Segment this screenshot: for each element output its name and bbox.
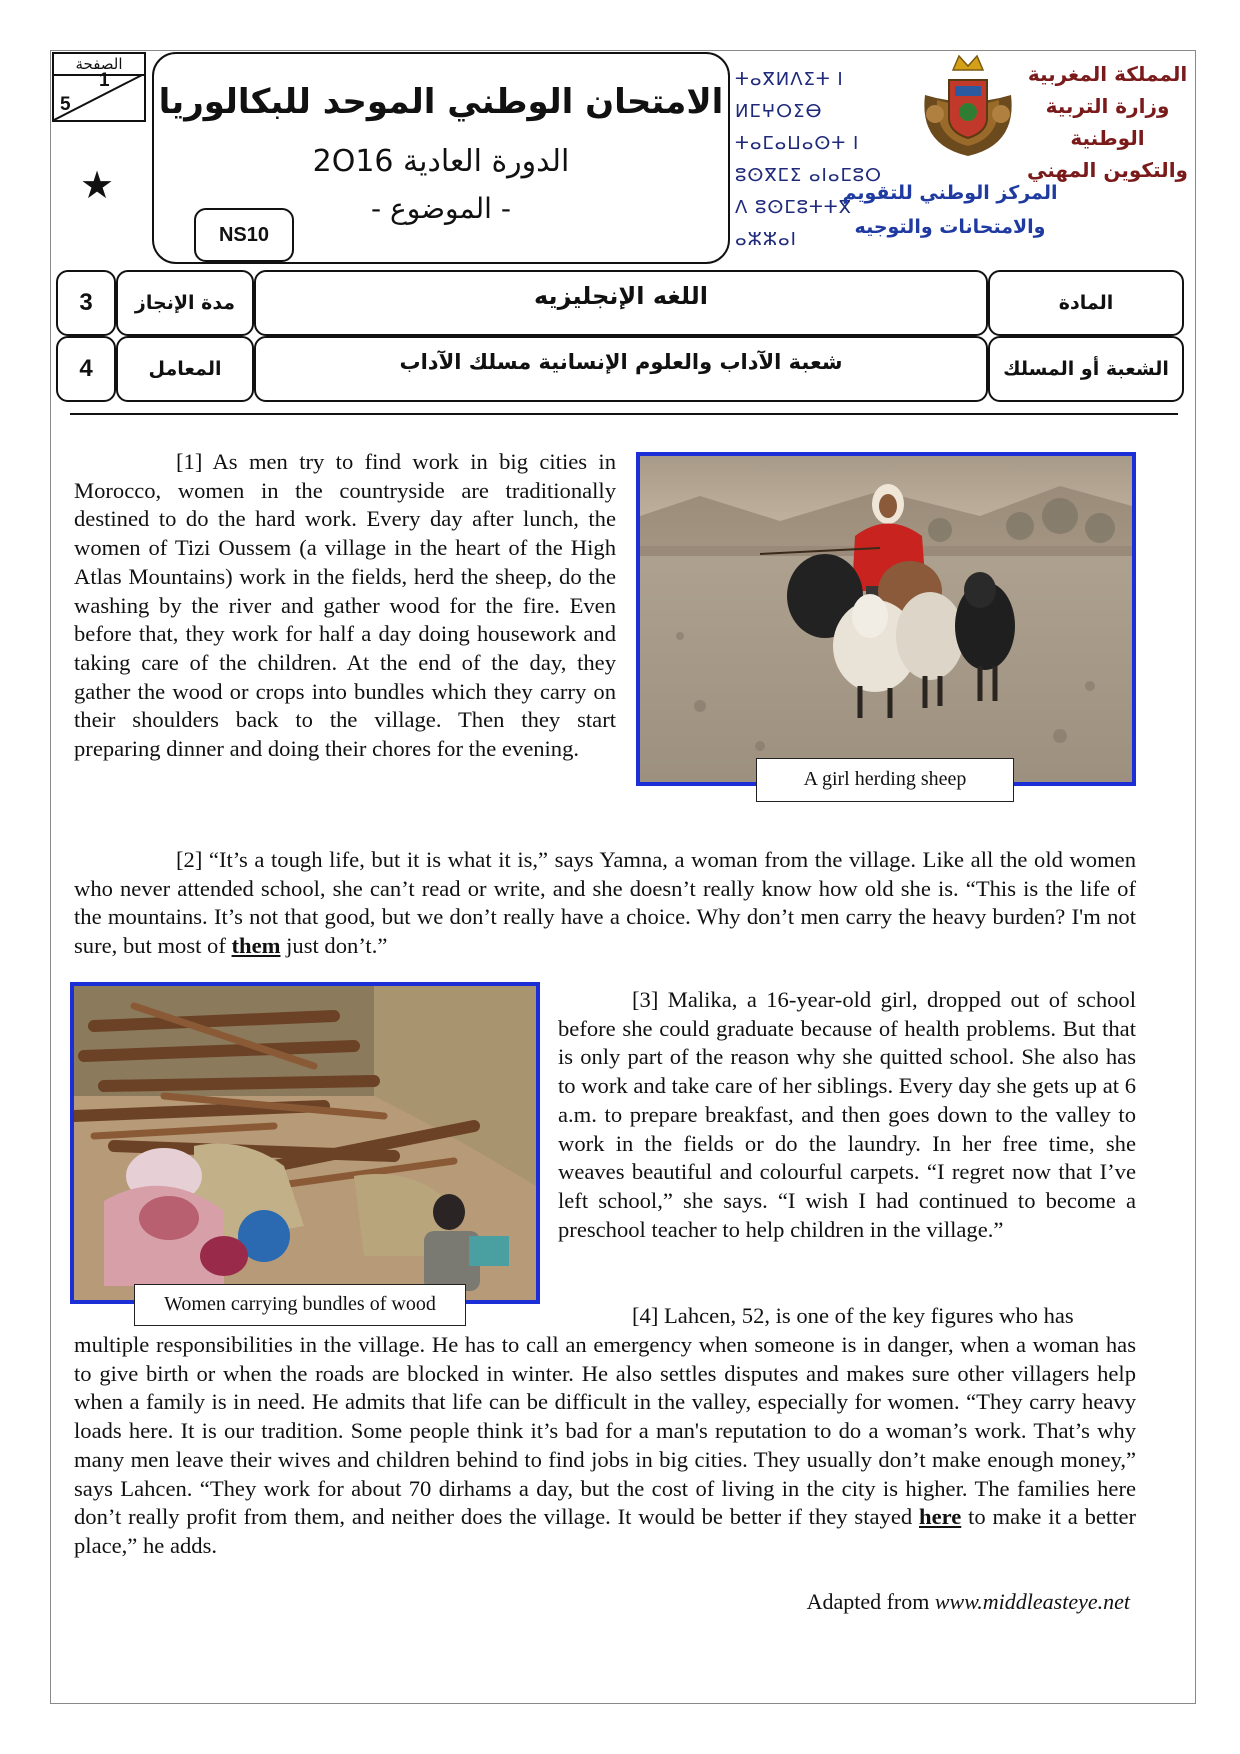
paragraph-1 <box>74 448 616 764</box>
exam-code: NS10 <box>194 208 294 262</box>
highlighted-word-here: here <box>919 1504 962 1530</box>
ministry-name-arabic <box>1020 58 1195 186</box>
paragraph-4-text: multiple responsibilities in the village. He has to call an emergency when someone is in danger, when a woman has to give birth or when the roads are blocked in winter. He also settles disputes and makes sure other villagers help when a family is in need. He admits that life can be difficult in the valley, especially for women. “They carry heavy loads here. It is our tradition. Some people think it’s bad for a man's reputation to do a woman’s work. That’s why many men leave their wives and children behind to find jobs in big cities. They usually don’t make enough money,” says Lahcen. “They work for about 70 dirhams a day, but the cost of living in the city is higher. The families here don’t really profit from them, and neither does the village. It would be better if they stayed <box>74 1332 1136 1530</box>
duration-label: مدة الإنجاز <box>116 270 254 336</box>
source-prefix: Adapted from <box>806 1589 935 1614</box>
source-credit <box>807 1589 1130 1615</box>
paragraph-4-first-line: [4] Lahcen, 52, is one of the key figures who has <box>632 1303 1074 1328</box>
tifinagh-line: ⵜⴰⴳⵍⴷⵉⵜ ⵏ ⵍⵎⵖⵔⵉⴱ <box>735 69 844 122</box>
photo-girl-herding-sheep <box>636 452 1136 786</box>
coat-of-arms-emblem <box>915 50 1021 160</box>
kingdom-line: وزارة التربية الوطنية <box>1045 94 1170 150</box>
paragraph-2-text-end: just don’t.” <box>280 933 388 959</box>
paragraph-2 <box>74 846 1136 961</box>
sheep-photo-illustration <box>640 456 1132 782</box>
tifinagh-line: ⴷ ⵓⵙⵎⵓⵜⵜⴳ ⴰⵣⵣⴰⵏ <box>735 197 852 250</box>
kingdom-line: والتكوين المهني <box>1027 158 1188 182</box>
exam-title: الامتحان الوطني الموحد للبكالوريا <box>158 82 724 122</box>
page-total: 5 <box>60 94 71 115</box>
exam-topic: - الموضوع - <box>371 192 511 225</box>
photo-women-carrying-wood <box>70 982 540 1304</box>
exam-session: الدورة العادية 2O16 <box>312 144 570 179</box>
duration-value: 3 <box>56 270 116 336</box>
coefficient-label: المعامل <box>116 336 254 402</box>
wood-photo-illustration <box>74 986 536 1300</box>
center-line: والامتحانات والتوجيه <box>854 216 1046 238</box>
kingdom-line: المملكة المغربية <box>1027 62 1188 86</box>
highlighted-word-them: them <box>231 933 281 959</box>
paragraph-2-text: [2] “It’s a tough life, but it is what it is,” says Yamna, a woman from the village. Like all the old women who never attended school, she can’t read or write, and she doesn’t really know how old she is. “This is the life of the mountains. It’s not that good, but we don’t really have a choice. Why don’t men carry the heavy burden? I'm not sure, but most of <box>74 847 1136 959</box>
star-icon: ★ <box>80 163 115 207</box>
branch-label: الشعبة أو المسلك <box>988 336 1184 402</box>
center-line: المركز الوطني للتقويم <box>842 182 1058 204</box>
source-site: www.middleasteye.net <box>934 1589 1130 1614</box>
page-number-box <box>52 52 146 122</box>
photo-caption-1: A girl herding sheep <box>756 758 1014 802</box>
subject-label: المادة <box>988 270 1184 336</box>
coefficient-value: 4 <box>56 336 116 402</box>
section-divider <box>70 413 1178 415</box>
branch-value: شعبة الآداب والعلوم الإنسانية مسلك الآداب <box>254 336 988 402</box>
subject-value: اللغه الإنجليزيه <box>254 270 988 336</box>
page-current: 1 <box>99 70 110 91</box>
paragraph-1-text: [1] As men try to find work in big cities in Morocco, women in the countryside are traditionally destined to do the hard work. Every day after lunch, the women of Tizi Oussem (a village in the heart of the High Atlas Mountains) work in the fields, herd the sheep, do the washing by the river and gather wood for the fire. Even before that, they work for half a day doing housework and taking care of the children. At the end of the day, they gather the wood or crops into bundles which they carry on their shoulders back to the village. Then they start preparing dinner and doing their chores for the evening. <box>74 449 616 762</box>
page-label: الصفحة <box>54 54 144 76</box>
photo-caption-2: Women carrying bundles of wood <box>134 1284 466 1326</box>
paragraph-3 <box>558 986 1136 1244</box>
paragraph-3-text: [3] Malika, a 16-year-old girl, dropped out of school before she could graduate because of health problems. But that is only part of the reason why she quitted school. She also has to work and take care of her siblings. Every day she gets up at 6 a.m. to prepare breakfast, and then goes down to the valley to work in the fields or do the laundry. In her free time, she weaves beautiful and colourful carpets. “I regret now that I’ve left school,” she says. “I wish I had continued to become a preschool teacher to help children in the village.” <box>558 987 1136 1242</box>
paragraph-4 <box>74 1331 1136 1561</box>
paragraph-4-text-end: to make it a better place,” he adds. <box>74 1504 1136 1558</box>
evaluation-center-name <box>830 176 1070 244</box>
tifinagh-line: ⵜⴰⵎⴰⵡⴰⵙⵜ ⵏ ⵓⵙⴳⵎⵉ ⴰⵏⴰⵎⵓⵔ <box>735 133 883 186</box>
